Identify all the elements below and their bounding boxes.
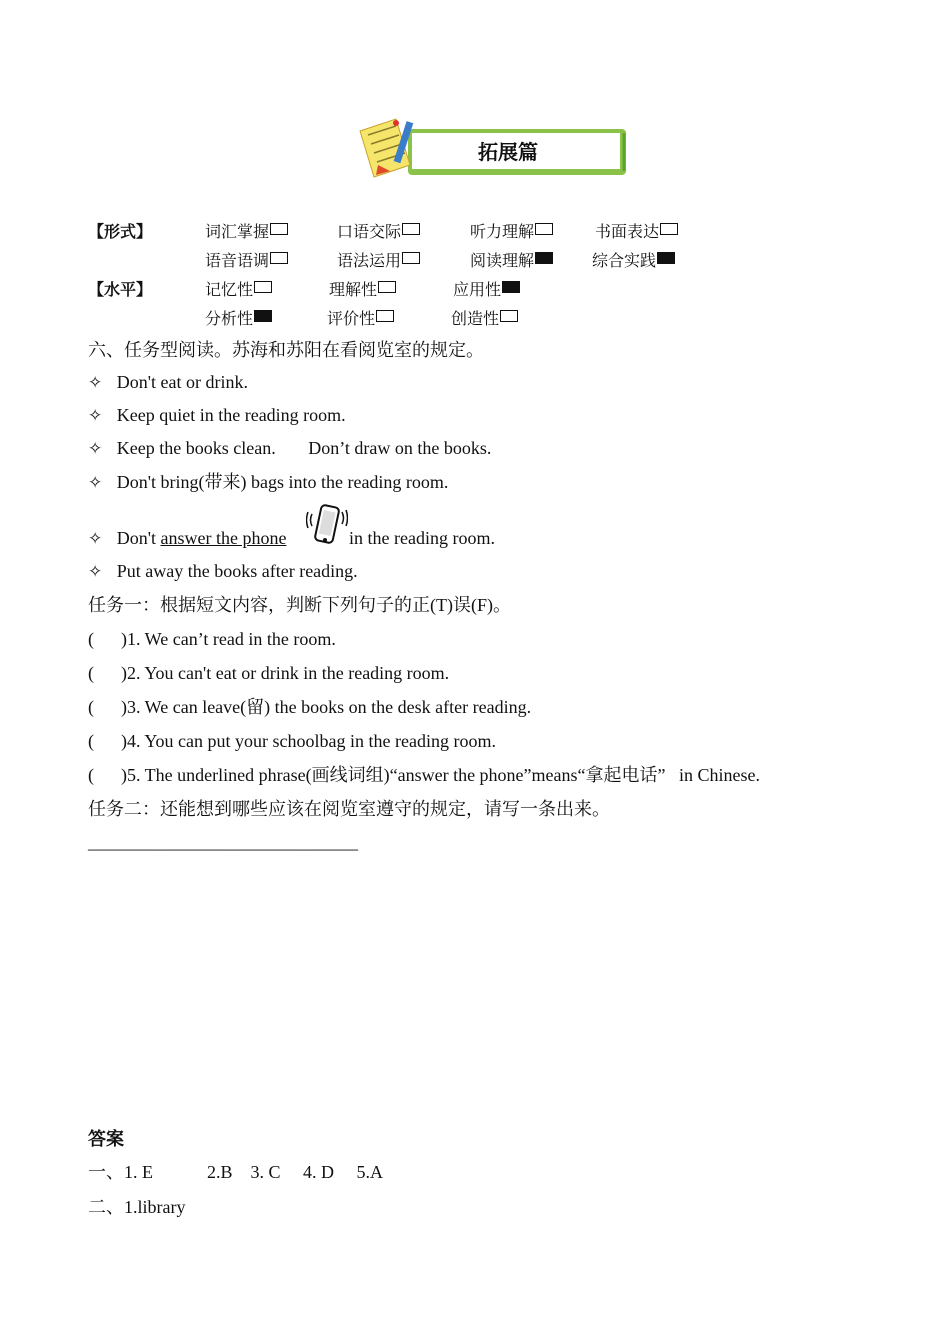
checkbox-checked[interactable] [502, 281, 520, 293]
checkbox-checked[interactable] [535, 252, 553, 264]
level-label: 【水平】 [88, 282, 153, 299]
checkbox[interactable] [270, 223, 288, 235]
form-item-practice[interactable]: 综合实践 [592, 252, 675, 272]
level-item-evaluation[interactable]: 评价性 [327, 310, 394, 330]
level-item-application[interactable]: 应用性 [453, 281, 520, 301]
form-item-reading[interactable]: 阅读理解 [470, 252, 553, 272]
rule-item: ✧ Put away the books after reading. [88, 561, 358, 582]
checkbox-checked[interactable] [657, 252, 675, 264]
question-item: ( )5. The underlined phrase(画线词组)“answer the phone”means“拿起电话” in Chinese. [88, 765, 760, 785]
checkbox-checked[interactable] [254, 310, 272, 322]
answers-title: 答案 [88, 1129, 124, 1149]
answer-blank[interactable]: ( ) [88, 731, 127, 751]
question-item: ( )3. We can leave(留) the books on the desk after reading. [88, 697, 532, 717]
bullet-icon: ✧ [88, 473, 103, 493]
checkbox[interactable] [535, 223, 553, 235]
bullet-icon: ✧ [88, 406, 103, 426]
write-in-line[interactable]: ______________________________ [88, 832, 358, 852]
section-title: 六、任务型阅读。苏海和苏阳在看阅览室的规定。 [88, 340, 484, 360]
form-item-writing[interactable]: 书面表达 [595, 223, 678, 243]
checkbox[interactable] [500, 310, 518, 322]
checkbox[interactable] [378, 281, 396, 293]
form-item-pronunciation[interactable]: 语音语调 [205, 252, 288, 272]
checkbox[interactable] [402, 223, 420, 235]
task1-title: 任务一：根据短文内容，判断下列句子的正(T)误(F)。 [88, 595, 511, 615]
form-item-vocabulary[interactable]: 词汇掌握 [205, 223, 288, 243]
bullet-icon: ✧ [88, 373, 103, 393]
underlined-phrase: answer the phone [160, 528, 287, 548]
level-item-memory[interactable]: 记忆性 [205, 281, 272, 301]
answer-blank[interactable]: ( ) [88, 765, 127, 785]
question-item: ( )4. You can put your schoolbag in the reading room. [88, 731, 496, 751]
mobile-phone-icon [306, 502, 348, 548]
form-item-speaking[interactable]: 口语交际 [337, 223, 420, 243]
section-banner [356, 113, 630, 179]
form-item-grammar[interactable]: 语法运用 [337, 252, 420, 272]
question-item: ( )1. We can’t read in the room. [88, 629, 336, 649]
level-item-understanding[interactable]: 理解性 [329, 281, 396, 301]
rule-item: ✧ Keep the books clean. Don’t draw on the books. [88, 438, 492, 459]
answer-blank[interactable]: ( ) [88, 663, 127, 683]
answer-blank[interactable]: ( ) [88, 697, 127, 717]
bullet-icon: ✧ [88, 529, 103, 549]
checkbox[interactable] [270, 252, 288, 264]
bullet-icon: ✧ [88, 562, 103, 582]
checkbox[interactable] [402, 252, 420, 264]
checkbox[interactable] [376, 310, 394, 322]
form-item-listening[interactable]: 听力理解 [470, 223, 553, 243]
answers-line: 二、1.library [88, 1197, 186, 1217]
answers-line: 一、1. E 2.B 3. C 4. D 5.A [88, 1162, 384, 1182]
form-label: 【形式】 [88, 224, 153, 241]
rule-continuation: in the reading room. [349, 528, 495, 548]
page-title: 拓展篇 [478, 140, 538, 164]
level-item-analysis[interactable]: 分析性 [205, 310, 272, 330]
checkbox[interactable] [660, 223, 678, 235]
rule-item: ✧ Don't eat or drink. [88, 372, 248, 393]
question-item: ( )2. You can't eat or drink in the reading room. [88, 663, 450, 683]
answer-blank[interactable]: ( ) [88, 629, 127, 649]
bullet-icon: ✧ [88, 439, 103, 459]
rule-item: ✧ Don't answer the phone [88, 528, 287, 549]
notepad-pencil-icon [360, 119, 413, 177]
rule-item: ✧ Don't bring(带来) bags into the reading room. [88, 472, 449, 493]
rule-item: ✧ Keep quiet in the reading room. [88, 405, 346, 426]
task2-title: 任务二：还能想到哪些应该在阅览室遵守的规定，请写一条出来。 [88, 799, 610, 819]
checkbox[interactable] [254, 281, 272, 293]
level-item-creation[interactable]: 创造性 [451, 310, 518, 330]
